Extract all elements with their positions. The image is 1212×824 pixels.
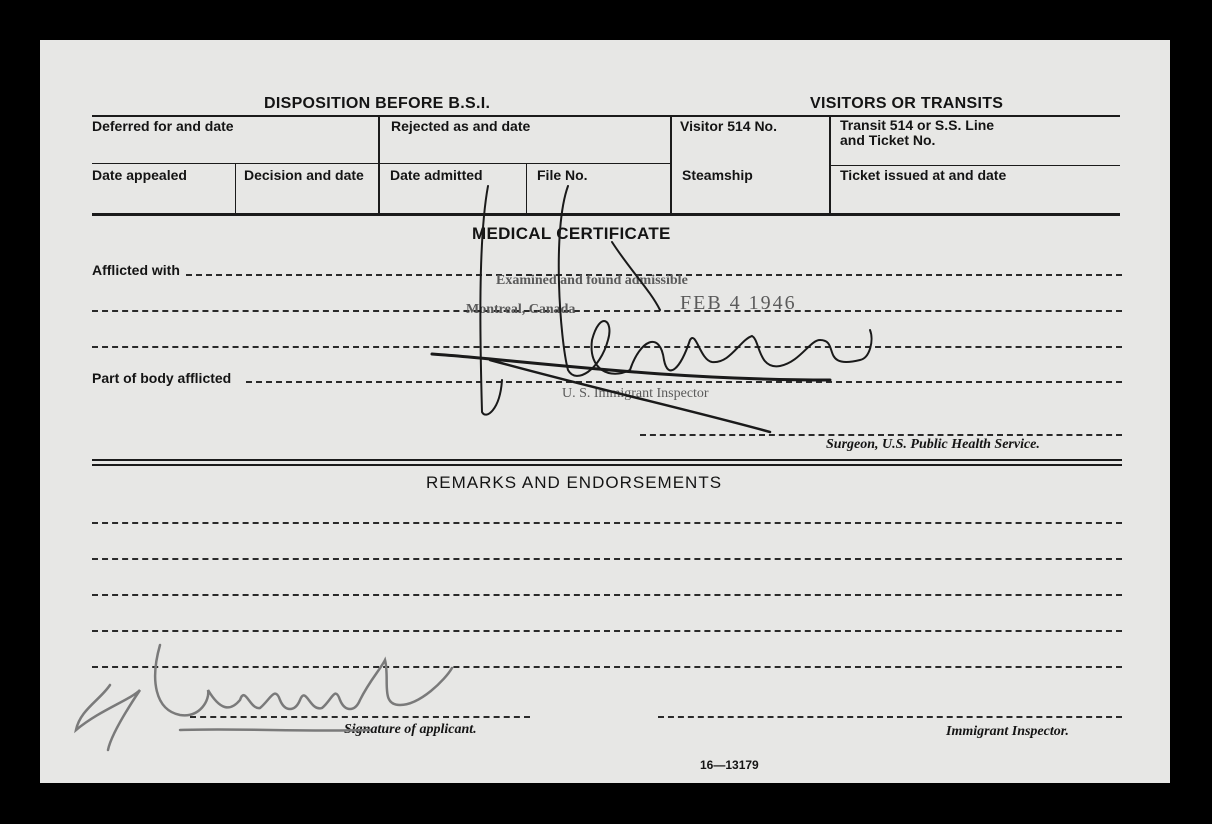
afflicted-label: Afflicted with bbox=[92, 262, 180, 278]
part-label: Part of body afflicted bbox=[92, 370, 232, 386]
disposition-title: DISPOSITION BEFORE B.S.I. bbox=[264, 95, 491, 112]
visitors-title: VISITORS OR TRANSITS bbox=[810, 95, 1004, 112]
steamship-label: Steamship bbox=[682, 167, 753, 183]
signature-overlay bbox=[40, 40, 1170, 783]
stamp-date: FEB 4 1946 bbox=[680, 292, 797, 314]
applicant-signature bbox=[76, 645, 452, 750]
transit-label-line1: Transit 514 or S.S. Line bbox=[840, 117, 995, 133]
rejected-label: Rejected as and date bbox=[391, 118, 531, 134]
form-number: 16—13179 bbox=[700, 758, 759, 772]
surgeon-label: Surgeon, U.S. Public Health Service. bbox=[826, 437, 1040, 452]
applicant-sig-label: Signature of applicant. bbox=[344, 722, 477, 737]
ticket-label: Ticket issued at and date bbox=[840, 167, 1007, 183]
date-admitted-label: Date admitted bbox=[390, 167, 483, 183]
stamp-line1: Examined and found admissible bbox=[496, 273, 688, 288]
stamp-officer: U. S. Immigrant Inspector bbox=[562, 386, 709, 401]
deferred-label: Deferred for and date bbox=[92, 118, 234, 134]
form-card bbox=[40, 40, 1170, 783]
medical-title: MEDICAL CERTIFICATE bbox=[472, 224, 671, 243]
inspector-signature bbox=[432, 186, 872, 432]
stamp-place: Montreal, Canada bbox=[466, 302, 576, 317]
date-appealed-label: Date appealed bbox=[92, 167, 187, 183]
inspector-label: Immigrant Inspector. bbox=[946, 724, 1069, 739]
visitor-label: Visitor 514 No. bbox=[680, 118, 778, 134]
file-no-label: File No. bbox=[537, 167, 588, 183]
transit-label-line2: and Ticket No. bbox=[840, 132, 936, 148]
remarks-title: REMARKS AND ENDORSEMENTS bbox=[426, 473, 723, 492]
decision-label: Decision and date bbox=[244, 167, 364, 183]
